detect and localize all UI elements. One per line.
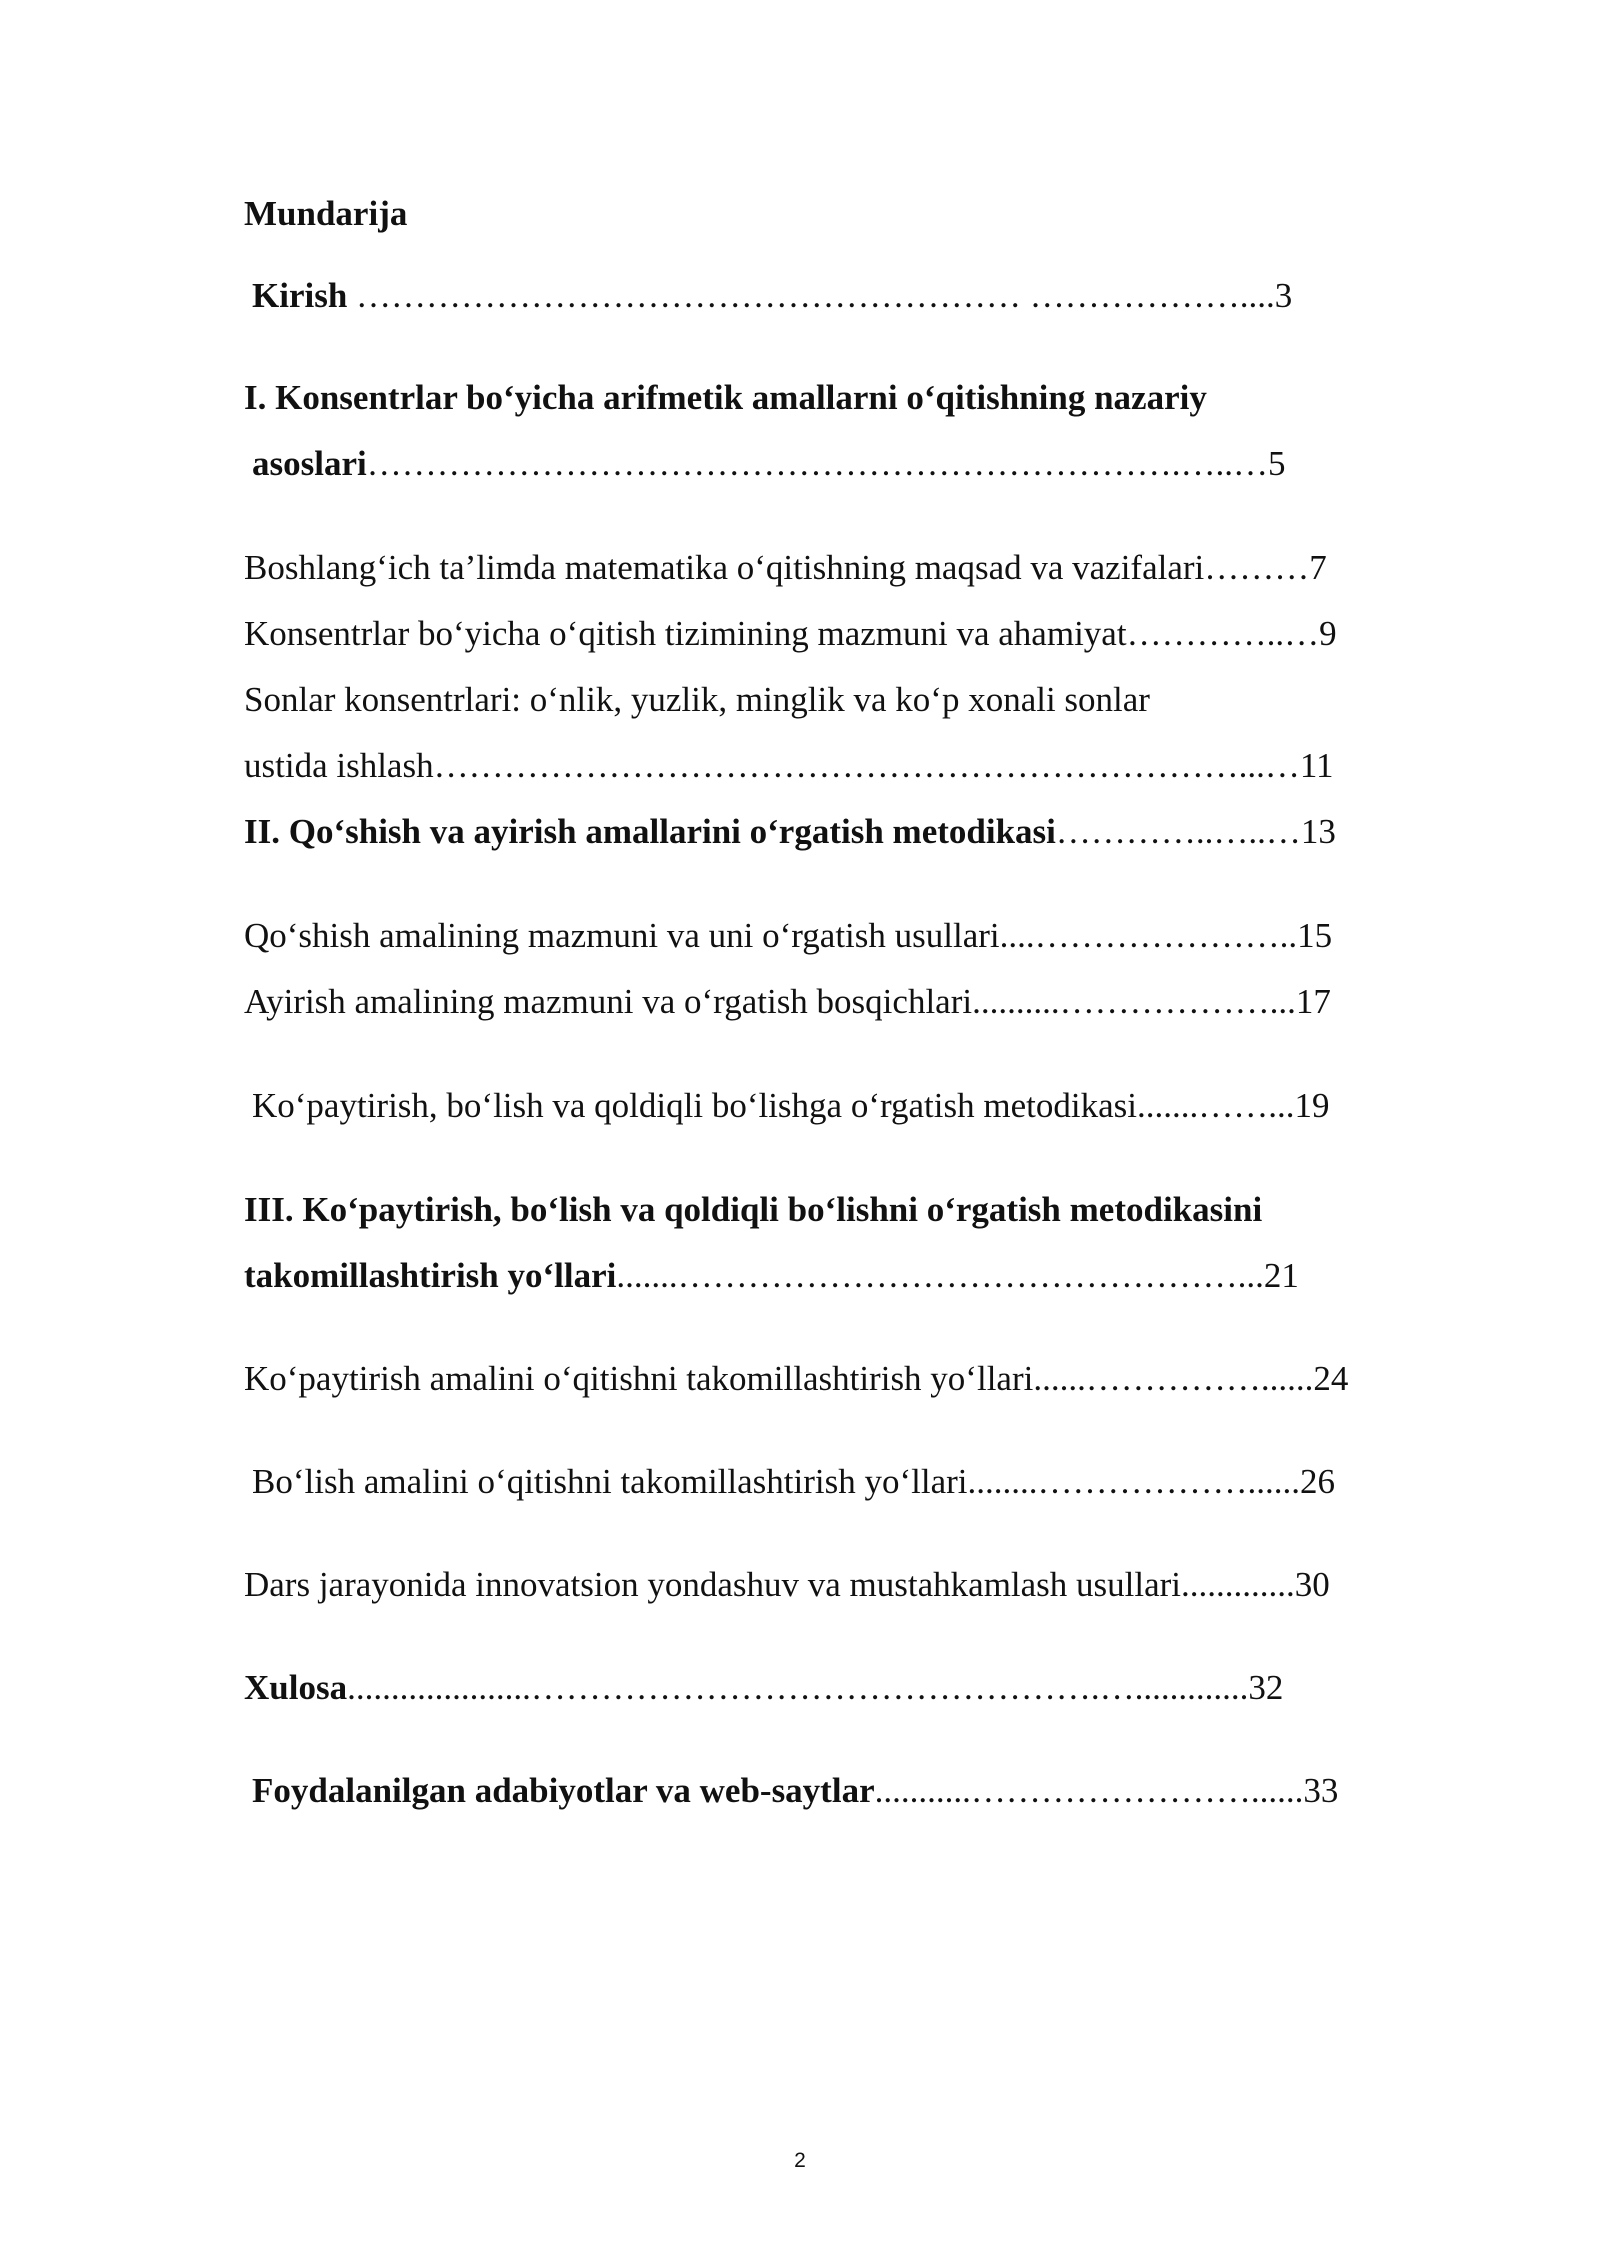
- toc-entry-label: Qo‘shish amalining mazmuni va uni o‘rgatish usullari: [244, 916, 1000, 955]
- toc-entry-chapter-3: [244, 1188, 1262, 1232]
- toc-entry-page: 5: [1267, 444, 1286, 483]
- toc-entry-section-2-3: [252, 1084, 1329, 1128]
- toc-entry-page: 9: [1319, 614, 1337, 653]
- toc-entry-label: Boshlang‘ich ta’limda matematika o‘qitishning maqsad va vazifalari: [244, 548, 1205, 587]
- toc-entry-leader: …………..…: [1126, 614, 1320, 653]
- toc-entry-page: 15: [1297, 916, 1333, 955]
- toc-entry-label: Xulosa: [244, 1668, 348, 1707]
- toc-entry-label: takomillashtirish yo‘llari: [244, 1256, 617, 1295]
- toc-entry-section-1-3-cont: [244, 744, 1334, 788]
- toc-entry-page: 32: [1248, 1668, 1284, 1707]
- toc-entry-section-1-3: [244, 678, 1150, 722]
- toc-entry-page: 26: [1299, 1462, 1335, 1501]
- toc-entry-label: Dars jarayonida innovatsion yondashuv va mustahkamlash usullari: [244, 1565, 1182, 1604]
- toc-entry-leader: ......……………......: [1033, 1359, 1314, 1398]
- toc-entry-leader: .......…………………………………………...: [616, 1256, 1264, 1295]
- toc-entry-leader: ………: [1204, 548, 1310, 587]
- toc-entry-chapter-1: [244, 376, 1207, 420]
- toc-entry-label: Ayirish amalining mazmuni va o‘rgatish bosqichlari: [244, 982, 973, 1021]
- toc-entry-leader: ........………………......: [967, 1462, 1300, 1501]
- toc-entry-label: ustida ishlash: [244, 746, 434, 785]
- toc-entry-label: II. Qo‘shish va ayirish amallarini o‘rgatish metodikasi: [244, 812, 1056, 851]
- toc-entry-page: 24: [1313, 1359, 1349, 1398]
- toc-entry-leader: ....…………………..: [999, 916, 1298, 955]
- toc-entry-page: 30: [1294, 1565, 1330, 1604]
- toc-entry-leader: .....................………………………………………….….............: [347, 1668, 1249, 1707]
- toc-entry-references: [252, 1769, 1338, 1813]
- toc-entry-conclusion: [244, 1666, 1283, 1710]
- toc-entry-label: Ko‘paytirish, bo‘lish va qoldiqli bo‘lishga o‘rgatish metodikasi: [252, 1086, 1137, 1125]
- toc-entry-page: 19: [1294, 1086, 1330, 1125]
- toc-entry-section-2-1: [244, 914, 1332, 958]
- toc-entry-chapter-1-cont: [252, 442, 1285, 486]
- toc-entry-leader: ………………………………………………… ………………....: [347, 276, 1275, 315]
- toc-entry-label: Foydalanilgan adabiyotlar va web-saytlar: [252, 1771, 875, 1810]
- toc-entry-label: Sonlar konsentrlari: o‘nlik, yuzlik, minglik va ko‘p xonali sonlar: [244, 680, 1150, 719]
- toc-entry-section-3-2: [252, 1460, 1335, 1504]
- toc-entry-page: 21: [1263, 1256, 1299, 1295]
- toc-entry-label: Konsentrlar bo‘yicha o‘qitish tizimining mazmuni va ahamiyat: [244, 614, 1127, 653]
- toc-entry-section-1-2: [244, 612, 1337, 656]
- toc-entry-section-2-2: [244, 980, 1331, 1024]
- toc-entry-leader: ……………………………………………………………...…: [433, 746, 1300, 785]
- toc-entry-leader: …………..…..…: [1055, 812, 1301, 851]
- toc-entry-page: 7: [1309, 548, 1327, 587]
- toc-entry-label: I. Konsentrlar bo‘yicha arifmetik amallarni o‘qitishning nazariy: [244, 378, 1207, 417]
- toc-entry-label: Kirish: [252, 276, 348, 315]
- toc-entry-leader: ...........……………………......: [874, 1771, 1304, 1810]
- page-number: 2: [794, 2149, 806, 2172]
- toc-entry-leader: …………………………………………………………….…..…: [366, 444, 1268, 483]
- toc-entry-leader: .......……...: [1136, 1086, 1295, 1125]
- toc-entry-section-3-1: [244, 1357, 1348, 1401]
- toc-entry-kirish: [252, 274, 1292, 318]
- toc-entry-label: Ko‘paytirish amalini o‘qitishni takomillashtirish yo‘llari: [244, 1359, 1034, 1398]
- toc-entry-label: Bo‘lish amalini o‘qitishni takomillashtirish yo‘llari: [252, 1462, 968, 1501]
- toc-entry-page: 11: [1299, 746, 1334, 785]
- toc-entry-page: 17: [1295, 982, 1331, 1021]
- toc-entry-chapter-3-cont: [244, 1254, 1299, 1298]
- toc-entry-page: 3: [1274, 276, 1293, 315]
- toc-entry-chapter-2: [244, 810, 1336, 854]
- toc-entry-section-3-3: [244, 1563, 1330, 1607]
- toc-entry-section-1-1: [244, 546, 1327, 590]
- toc-entry-label: asoslari: [252, 444, 367, 483]
- toc-entry-page: 33: [1303, 1771, 1339, 1810]
- toc-title: Mundarija: [244, 194, 408, 233]
- toc-entry-leader: ..........………………...: [972, 982, 1296, 1021]
- toc-entry-leader: .............: [1181, 1565, 1295, 1604]
- toc-entry-page: 13: [1300, 812, 1336, 851]
- toc-entry-label: III. Ko‘paytirish, bo‘lish va qoldiqli bo‘lishni o‘rgatish metodikasini: [244, 1190, 1263, 1229]
